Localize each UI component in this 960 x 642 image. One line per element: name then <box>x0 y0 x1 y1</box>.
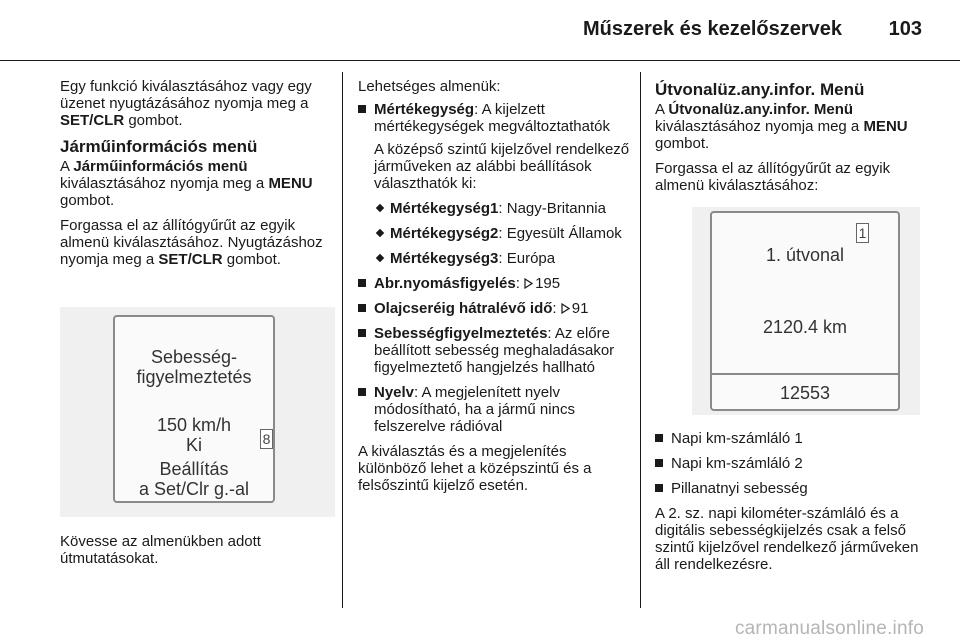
column-left <box>60 78 330 276</box>
unit-note: A középső szintű kijelzővel rendelkező járműveken az alábbi beállítások választhatók ki: <box>374 141 630 192</box>
display-odometer: 12553 <box>779 383 831 403</box>
square-bullet-icon <box>358 105 366 113</box>
vehicle-info-heading: Járműinformációs menü <box>60 137 258 156</box>
list-item: Mértékegység: A kijelzett mértékegységek megváltoztathatók <box>358 101 630 135</box>
diamond-bullet-icon <box>376 204 384 212</box>
speed-warning-display-figure <box>60 307 335 517</box>
column-right <box>655 78 930 202</box>
display-line: a Set/Clr g.-al <box>138 479 250 499</box>
list-item: Abr.nyomásfigyelés: 195 <box>358 275 630 292</box>
submenu-intro: Lehetséges almenük: <box>358 78 501 95</box>
diamond-bullet-icon <box>376 229 384 237</box>
trip-display-figure <box>692 207 920 415</box>
column-left-footer <box>60 533 330 575</box>
square-bullet-icon <box>655 459 663 467</box>
display-badge: 8 <box>260 429 273 449</box>
page-number: 103 <box>888 18 922 40</box>
display-screen <box>710 211 900 411</box>
list-item: Napi km-számláló 1 <box>655 430 930 447</box>
list-item: Sebességfigyelmeztetés: Az előre beállított sebesség meghaladásakor figyelmeztető hangjelzés hallható <box>358 325 630 376</box>
display-speed: 150 km/h <box>156 415 232 435</box>
list-item: Napi km-számláló 2 <box>655 455 930 472</box>
availability-note: A 2. sz. napi kilométer-számláló és a digitális sebességkijelzés csak a felső szintű kijelzővel rendelkező járműveken áll rendelkezésre. <box>655 505 919 573</box>
page-reference-icon <box>561 303 570 314</box>
site-watermark: carmanualsonline.info <box>734 618 924 639</box>
list-item: Mértékegység3: Európa <box>358 250 630 267</box>
display-badge: 1 <box>856 223 869 243</box>
page-reference-icon <box>524 278 533 289</box>
square-bullet-icon <box>655 484 663 492</box>
list-item: Mértékegység1: Nagy-Britannia <box>358 200 630 217</box>
rotate-ring-paragraph: Forgassa el az állítógyűrűt az egyik almenü kiválasztásához. Nyugtázáshoz nyomja meg a SET/CLR gombot. <box>60 217 323 268</box>
square-bullet-icon <box>358 329 366 337</box>
square-bullet-icon <box>358 388 366 396</box>
trip-info-paragraph: A Útvonalüz.any.infor. Menü kiválasztásához nyomja meg a MENU gombot. <box>655 101 908 152</box>
square-bullet-icon <box>358 279 366 287</box>
list-item: Pillanatnyi sebesség <box>655 480 930 497</box>
outro-paragraph: A kiválasztás és a megjelenítés különböző lehet a középszintű és a felsőszintű kijelző esetén. <box>358 443 592 494</box>
trip-info-heading: Útvonalüz.any.infor. Menü <box>655 80 865 99</box>
display-line: figyelmeztetés <box>136 367 252 387</box>
page-header <box>0 0 960 60</box>
display-distance: 2120.4 km <box>762 317 848 337</box>
list-item: Mértékegység2: Egyesült Államok <box>358 225 630 242</box>
column-divider-2 <box>640 72 641 608</box>
square-bullet-icon <box>358 304 366 312</box>
display-line: Beállítás <box>159 459 229 479</box>
diamond-bullet-icon <box>376 254 384 262</box>
list-item: Nyelv: A megjelenített nyelv módosítható, ha a jármű nincs felszerelve rádióval <box>358 384 630 435</box>
chapter-title: Műszerek és kezelőszervek <box>582 18 842 40</box>
follow-instructions-paragraph: Kövesse az almenükben adott útmutatásokat. <box>60 533 261 567</box>
display-screen <box>113 315 275 503</box>
display-state: Ki <box>185 435 202 455</box>
header-divider <box>0 60 960 61</box>
intro-paragraph: Egy funkció kiválasztásához vagy egy üzenet nyugtázásához nyomja meg a SET/CLR gombot. <box>60 78 312 129</box>
list-item: Olajcseréig hátralévő idő: 91 <box>358 300 630 317</box>
column-right-lower <box>655 430 930 581</box>
square-bullet-icon <box>655 434 663 442</box>
display-divider <box>712 373 898 375</box>
vehicle-info-paragraph: A Járműinformációs menü kiválasztásához nyomja meg a MENU gombot. <box>60 158 313 209</box>
rotate-ring-paragraph: Forgassa el az állítógyűrűt az egyik almenü kiválasztásához: <box>655 160 891 194</box>
column-divider-1 <box>342 72 343 608</box>
display-line: Sebesség- <box>150 347 238 367</box>
column-middle <box>358 78 630 502</box>
display-route: 1. útvonal <box>765 245 845 265</box>
